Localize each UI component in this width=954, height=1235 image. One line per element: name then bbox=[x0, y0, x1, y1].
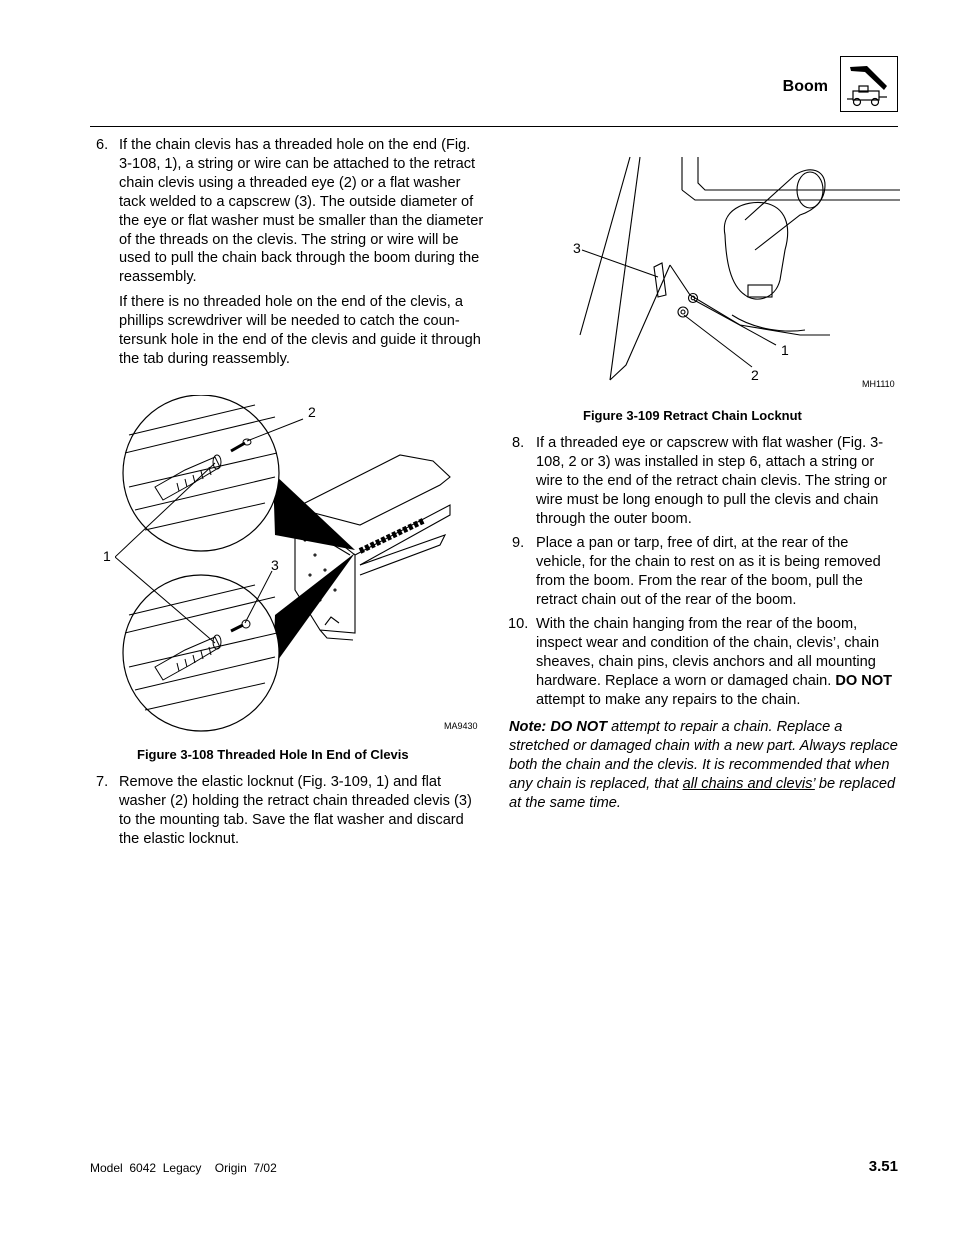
note-label: Note: DO NOT bbox=[509, 719, 608, 735]
fig109-code: MH1110 bbox=[862, 379, 895, 389]
step-7-number: 7. bbox=[96, 774, 109, 790]
step-10-do-not: DO NOT bbox=[835, 672, 893, 689]
step-8-number: 8. bbox=[512, 435, 525, 451]
figure-3-108-illustration bbox=[115, 395, 485, 735]
fig108-callout-3: 3 bbox=[271, 557, 279, 573]
section-title: Boom bbox=[782, 78, 828, 95]
note-text-b: be replaced at the same time. bbox=[509, 775, 896, 811]
fig108-caption: Figure 3-108 Threaded Hole In End of Clevis bbox=[137, 747, 409, 762]
fig109-callout-1: 1 bbox=[781, 342, 789, 358]
fig108-code: MA9430 bbox=[444, 721, 478, 731]
figure-3-108 bbox=[115, 395, 485, 735]
header-rule bbox=[90, 126, 898, 127]
step-9-text: Place a pan or tarp, free of dirt, at the rear of the vehicle, for the chain to rest on as it is being removed from the boom. From the rear of the boom, pull the retract chain out of the rear of the boom. bbox=[536, 535, 881, 608]
figure-3-109-illustration bbox=[570, 155, 900, 390]
note bbox=[509, 718, 899, 813]
boom-forklift-icon bbox=[841, 57, 897, 111]
step-10-text-b: attempt to make any repairs to the chain. bbox=[536, 691, 801, 708]
page-number: 3.51 bbox=[868, 1158, 898, 1175]
step-10-text-a: With the chain hanging from the rear of the boom, inspect wear and condition of the chain, clevis’, chain sheaves, chain pins, clevis anchors and all mounting hardware. Replace a worn or damaged chain. bbox=[536, 616, 880, 689]
step-10-number: 10. bbox=[508, 616, 529, 632]
step-6-number: 6. bbox=[96, 137, 109, 153]
fig108-callout-2: 2 bbox=[308, 404, 316, 420]
footer-model: Model 6042 Legacy Origin 7/02 bbox=[90, 1161, 277, 1175]
fig108-callout-1: 1 bbox=[103, 548, 111, 564]
note-text-a: attempt to repair a chain. Replace a stretched or damaged chain with a new part. Always replace both the chain and the clevis. It is recommended that when any chain is replaced, that bbox=[509, 719, 898, 792]
step-10-text bbox=[536, 615, 898, 710]
fig109-callout-2: 2 bbox=[751, 367, 759, 383]
step-6-text: If the chain clevis has a threaded hole on the end (Fig. 3-108, 1), a string or wire can be attached to the retract chain clevis using a threaded eye (2) or a flat washer tack welded to a capscrew (3). The outside diameter of the eye or flat washer must be smaller than the diameter of the threads on the clevis. The string or wire will be used to pull the chain back through the boom during the reassembly. bbox=[119, 137, 484, 286]
figure-3-109 bbox=[570, 155, 900, 390]
step-6-paragraph-2: If there is no threaded hole on the end of the clevis, a phillips screwdriver will be needed to catch the coun-tersunk hole in the end of the clevis and guide it through the tab during reassembly. bbox=[119, 294, 481, 367]
step-9-number: 9. bbox=[512, 535, 525, 551]
step-7-text: Remove the elastic locknut (Fig. 3-109, 1) and flat washer (2) holding the retract chain threaded clevis (3) to the mounting tab. Save the flat washer and discard the elastic locknut. bbox=[119, 774, 472, 847]
section-tab bbox=[840, 56, 898, 112]
fig109-callout-3: 3 bbox=[573, 240, 581, 256]
step-8-text: If a threaded eye or capscrew with flat washer (Fig. 3-108, 2 or 3) was installed in step 6, attach a string or wire to the end of the retract chain clevis. The string or wire must be long enough to pull the clevis and chain through the outer boom. bbox=[536, 435, 887, 527]
note-underlined: all chains and clevis’ bbox=[682, 775, 815, 792]
fig109-caption: Figure 3-109 Retract Chain Locknut bbox=[583, 408, 802, 423]
